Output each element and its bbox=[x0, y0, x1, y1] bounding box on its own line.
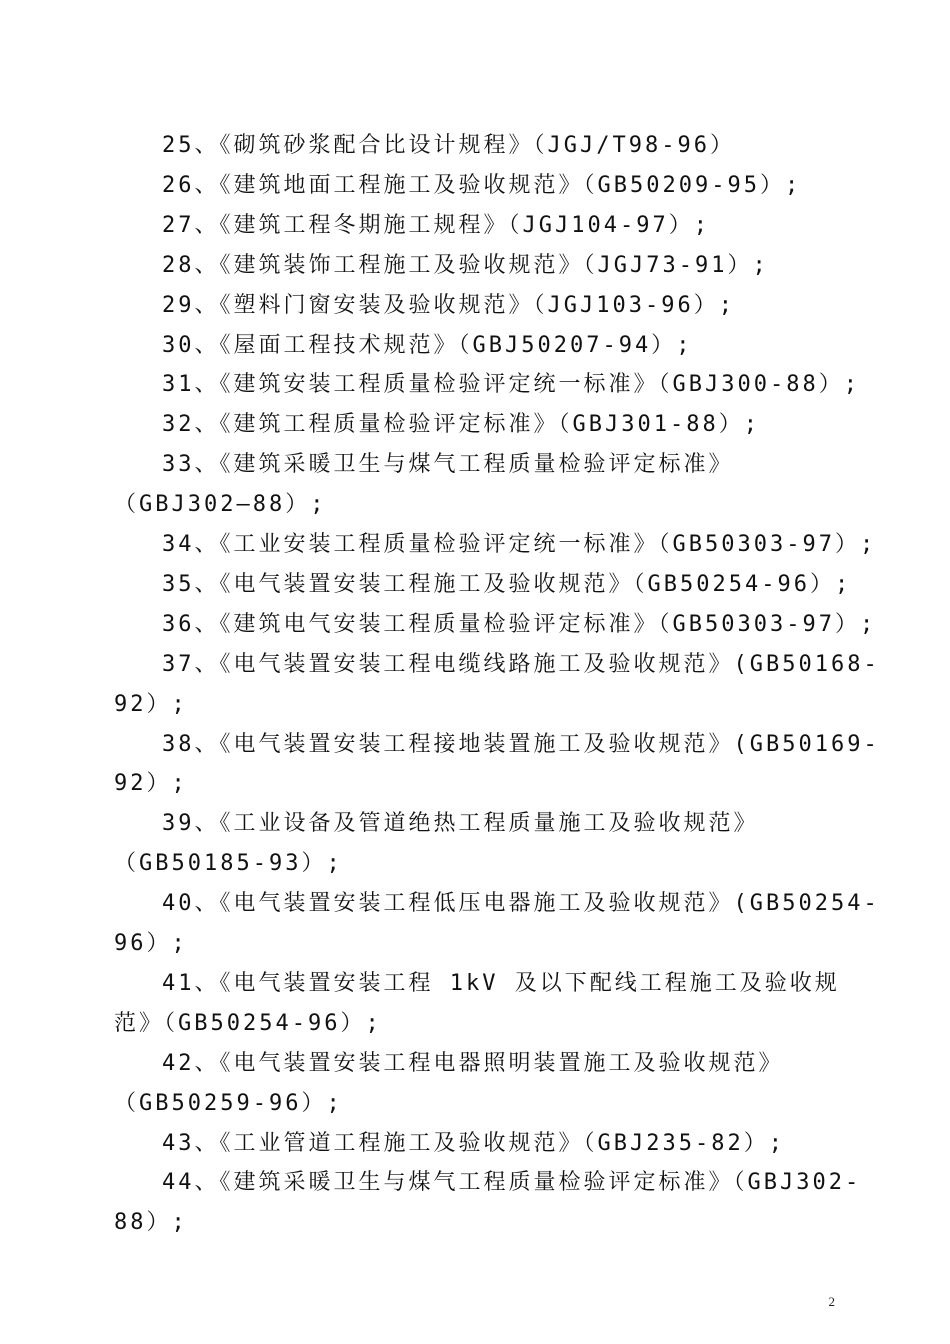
list-item: 38、《电气装置安装工程接地装置施工及验收规范》(GB50169- bbox=[162, 731, 880, 757]
list-item: 42、《电气装置安装工程电器照明装置施工及验收规范》 bbox=[162, 1050, 784, 1076]
list-item: 30、《屋面工程技术规范》（GBJ50207-94）; bbox=[162, 332, 693, 358]
list-item: 25、《砌筑砂浆配合比设计规程》（JGJ/T98-96） bbox=[162, 133, 735, 158]
list-item-continuation: 92）; bbox=[114, 691, 188, 717]
list-item: 27、《建筑工程冬期施工规程》（JGJ104-97）; bbox=[162, 212, 710, 238]
list-item: 41、《电气装置安装工程 1kV 及以下配线工程施工及验收规 bbox=[162, 970, 840, 996]
list-item: 43、《工业管道工程施工及验收规范》（GBJ235-82）; bbox=[162, 1130, 785, 1156]
list-item-continuation: 88）; bbox=[114, 1210, 188, 1236]
list-item: 36、《建筑电气安装工程质量检验评定标准》（GB50303-97）; bbox=[162, 611, 877, 637]
list-item-continuation: （GBJ302—88）; bbox=[114, 492, 327, 518]
list-item-continuation: 96）; bbox=[114, 931, 188, 956]
list-item: 37、《电气装置安装工程电缆线路施工及验收规范》(GB50168- bbox=[162, 651, 880, 677]
list-item: 31、《建筑安装工程质量检验评定统一标准》（GBJ300-88）; bbox=[162, 372, 860, 398]
list-item: 35、《电气装置安装工程施工及验收规范》（GB50254-96）; bbox=[162, 571, 852, 597]
list-item: 28、《建筑装饰工程施工及验收规范》（JGJ73-91）; bbox=[162, 252, 769, 278]
list-item-continuation: （GB50259-96）; bbox=[114, 1090, 343, 1116]
list-item: 39、《工业设备及管道绝热工程质量施工及验收规范》 bbox=[162, 811, 759, 837]
list-item: 32、《建筑工程质量检验评定标准》（GBJ301-88）; bbox=[162, 412, 760, 438]
list-item: 44、《建筑采暖卫生与煤气工程质量检验评定标准》（GBJ302- bbox=[162, 1170, 862, 1196]
list-item: 29、《塑料门窗安装及验收规范》（JGJ103-96）; bbox=[162, 292, 735, 318]
list-item-continuation: 范》（GB50254-96）; bbox=[114, 1010, 382, 1036]
list-item: 26、《建筑地面工程施工及验收规范》（GB50209-95）; bbox=[162, 172, 802, 198]
list-item: 34、《工业安装工程质量检验评定统一标准》（GB50303-97）; bbox=[162, 532, 877, 557]
list-item-continuation: 92）; bbox=[114, 771, 188, 797]
list-item: 33、《建筑采暖卫生与煤气工程质量检验评定标准》 bbox=[162, 452, 734, 478]
page-number: 2 bbox=[828, 1294, 835, 1309]
list-item-continuation: （GB50185-93）; bbox=[114, 851, 343, 877]
list-item: 40、《电气装置安装工程低压电器施工及验收规范》(GB50254- bbox=[162, 891, 880, 917]
